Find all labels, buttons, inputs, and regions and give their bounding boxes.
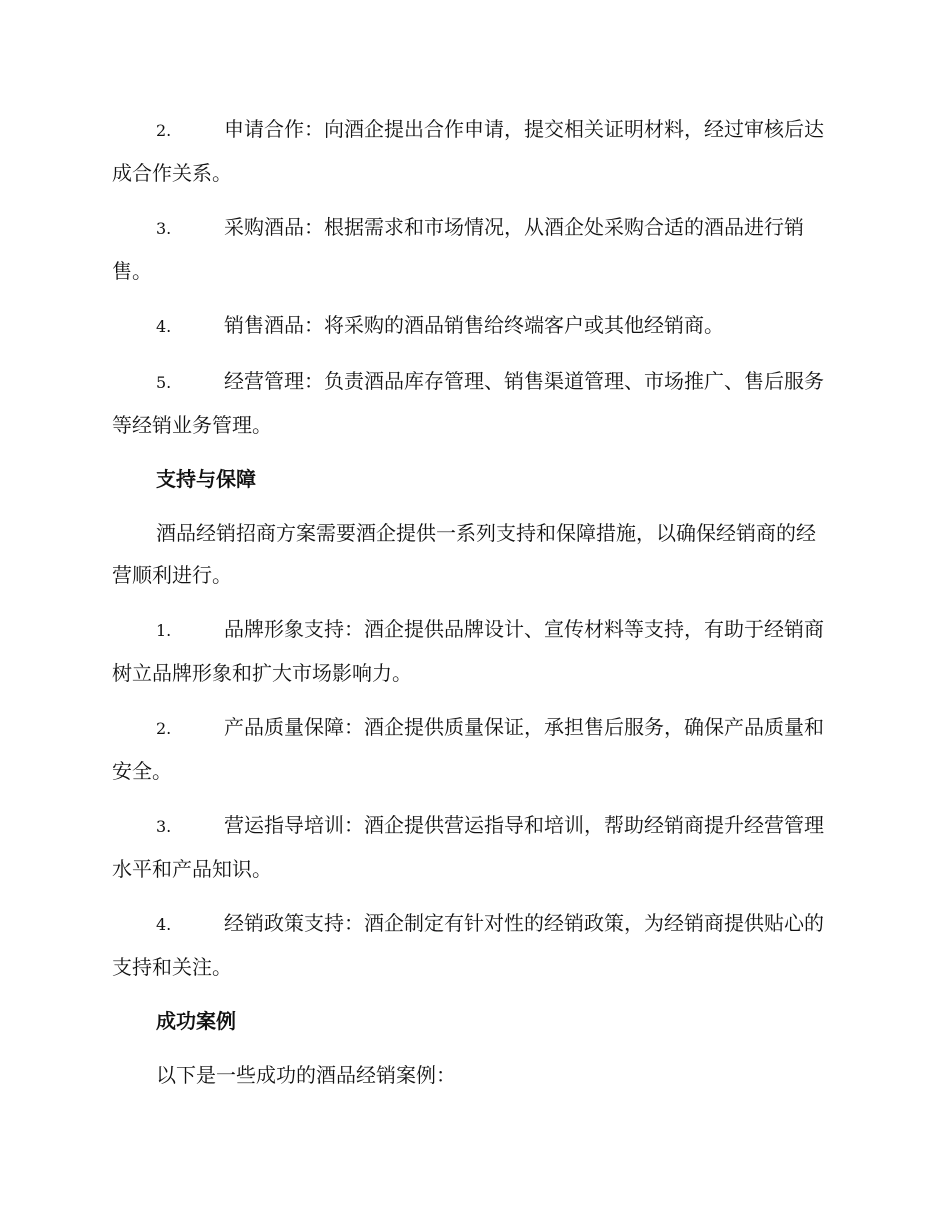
- list-item: [112, 360, 834, 446]
- list-item: [112, 206, 834, 292]
- list-text: 销售酒品：将采购的酒品销售给终端客户或其他经销商。: [224, 313, 724, 337]
- list-number: 2.: [156, 121, 172, 140]
- section-heading-cases: 成功案例: [156, 1009, 236, 1033]
- list-number: 4.: [156, 317, 172, 336]
- list-item: [112, 108, 834, 194]
- list-text: 采购酒品：根据需求和市场情况，从酒企处采购合适的酒品进行销售。: [112, 215, 804, 283]
- list-number: 4.: [156, 915, 172, 934]
- list-text: 营运指导培训：酒企提供营运指导和培训，帮助经销商提升经营管理水平和产品知识。: [112, 813, 824, 881]
- list-text: 产品质量保障：酒企提供质量保证，承担售后服务，确保产品质量和安全。: [112, 715, 824, 783]
- list-number: 5.: [156, 373, 172, 392]
- list-number: 3.: [156, 219, 172, 238]
- document-page: [112, 108, 834, 1108]
- list-item: [112, 902, 834, 988]
- list-text: 经营管理：负责酒品库存管理、销售渠道管理、市场推广、售后服务等经销业务管理。: [112, 369, 824, 437]
- list-number: 1.: [156, 621, 172, 640]
- list-number: 3.: [156, 817, 172, 836]
- list-item: [112, 608, 834, 694]
- cases-intro-paragraph: 以下是一些成功的酒品经销案例：: [156, 1063, 456, 1087]
- list-text: 申请合作：向酒企提出合作申请，提交相关证明材料，经过审核后达成合作关系。: [112, 117, 824, 185]
- list-text: 经销政策支持：酒企制定有针对性的经销政策，为经销商提供贴心的支持和关注。: [112, 911, 824, 979]
- list-number: 2.: [156, 719, 172, 738]
- list-item: [112, 304, 834, 348]
- list-text: 品牌形象支持：酒企提供品牌设计、宣传材料等支持，有助于经销商树立品牌形象和扩大市场影响力。: [112, 617, 824, 685]
- list-item: [112, 804, 834, 890]
- section-heading-support: 支持与保障: [156, 467, 256, 491]
- support-intro-paragraph: 酒品经销招商方案需要酒企提供一系列支持和保障措施，以确保经销商的经营顺利进行。: [112, 521, 816, 587]
- list-item: [112, 706, 834, 792]
